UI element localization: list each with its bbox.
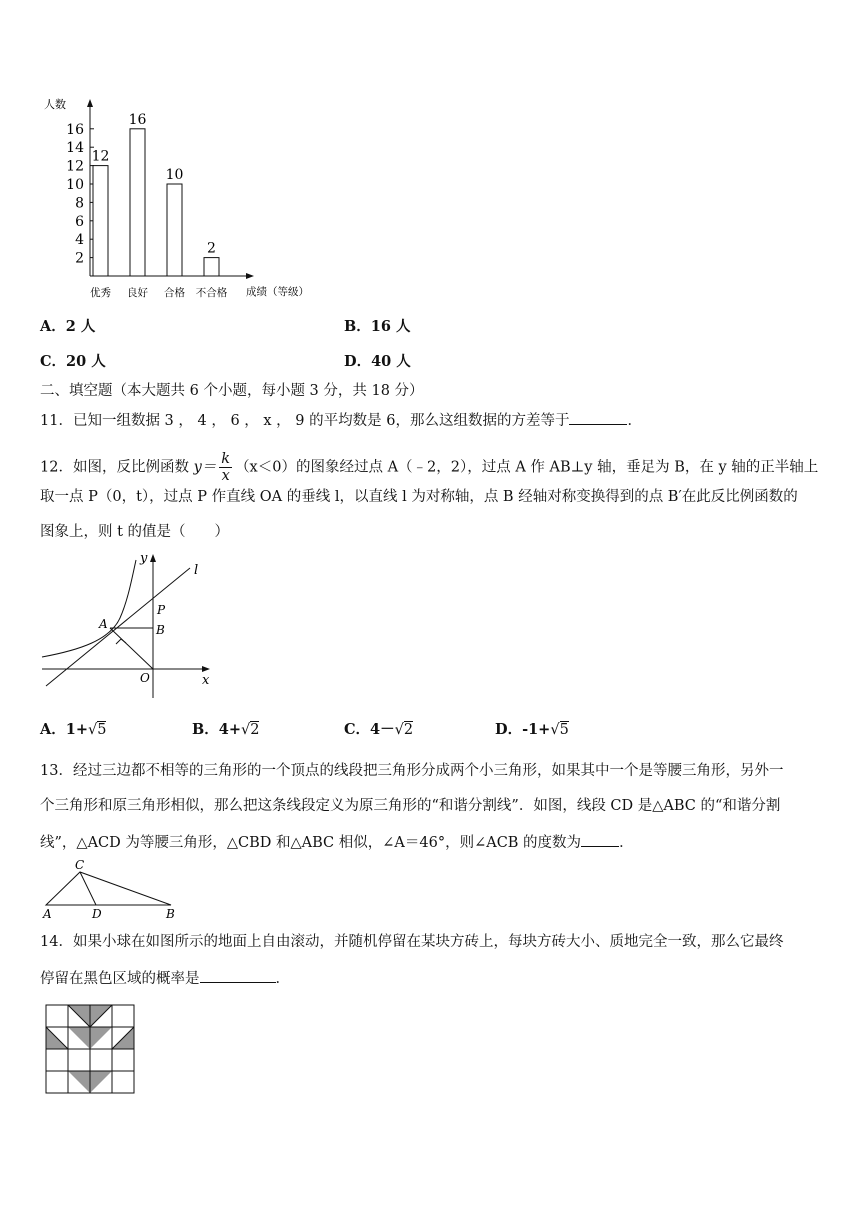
q12-option-b-radicand: 2 — [250, 722, 260, 738]
q12-option-a-prefix: A．1+ — [40, 721, 88, 738]
q12-option-d — [495, 723, 569, 738]
bar-value-label: 10 — [165, 167, 184, 183]
q10-option-b: B．16 人 — [344, 318, 411, 335]
bar-chart — [40, 95, 380, 305]
y-tick-label: 6 — [75, 213, 84, 230]
category-label: 合格 — [164, 287, 185, 299]
q13-label-c: C — [75, 858, 85, 872]
q13-line3-wrap — [40, 834, 634, 851]
q12-frac-den: x — [221, 468, 230, 484]
x-axis-title: 成绩（等级） — [246, 286, 309, 298]
sqrt-icon: √ — [550, 722, 560, 738]
q12-option-c-radicand: 2 — [403, 722, 414, 738]
q12-label-a: A — [99, 617, 108, 631]
q14-answer-blank — [200, 970, 276, 983]
q11-answer-blank — [569, 412, 627, 425]
q13-triangle-abc — [46, 872, 171, 905]
y-tick-label: 10 — [66, 177, 84, 193]
q10-option-d: D．40 人 — [344, 353, 411, 370]
y-tick-label: 4 — [75, 232, 84, 249]
q12-label-o: O — [140, 671, 150, 685]
bar — [130, 129, 145, 276]
q12-label-b: B — [156, 623, 165, 637]
q13-line3: 线”，△ACD 为等腰三角形，△CBD 和△ABC 相似，∠A＝46°，则∠ACB 的度数为 — [40, 835, 582, 851]
q14-line2-wrap — [40, 970, 290, 987]
y-tick-label: 16 — [66, 121, 84, 138]
q12-fraction — [219, 451, 232, 484]
q11-text — [40, 412, 642, 429]
sqrt-icon: √ — [394, 722, 404, 738]
q12-part2: （x＜0）的图象经过点 A（﹣2，2），过点 A 作 AB⊥y 轴，垂足为 B，在 y 轴的正半轴上 — [235, 459, 819, 476]
bar-value-label: 2 — [207, 240, 216, 257]
shaded-triangle — [68, 1071, 90, 1093]
q11-end: ． — [627, 413, 642, 429]
q12-option-b — [192, 723, 259, 738]
q12-line2: 取一点 P（0，t），过点 P 作直线 OA 的垂线 l，以直线 l 为对称轴，点 B 经轴对称变换得到的点 B′在此反比例函数的 — [40, 489, 798, 505]
bar — [93, 166, 108, 276]
q14-grid-lines — [46, 1005, 134, 1093]
q12-x-arrow — [202, 666, 210, 672]
q12-option-a-radicand: 5 — [97, 722, 107, 738]
chart-marks — [90, 112, 228, 299]
bar-value-label: 16 — [128, 111, 147, 128]
q13-end: ． — [619, 835, 634, 851]
q13-label-d: D — [92, 907, 102, 921]
q12-option-a — [40, 723, 106, 738]
section2-header: 二、填空题（本大题共 6 个小题，每小题 3 分，共 18 分） — [40, 383, 424, 399]
q14-end: ． — [275, 971, 290, 987]
q14-line2: 停留在黑色区域的概率是 — [40, 971, 200, 987]
q12-label-y: y — [140, 551, 148, 566]
q12-func-y: y＝ — [193, 459, 217, 476]
y-axis-title: 人数 — [44, 98, 66, 111]
shaded-triangle — [68, 1027, 90, 1049]
q11-question: 11．已知一组数据 3 ， 4 ， 6 ， x ， 9 的平均数是 6，那么这组数据的方差等于 — [40, 413, 570, 429]
bar — [204, 258, 219, 276]
q12-hyperbola — [42, 560, 136, 657]
q12-option-c-prefix: C．4－ — [344, 721, 395, 738]
y-tick-label: 12 — [66, 158, 84, 175]
y-tick-label: 8 — [75, 195, 84, 212]
q13-figure — [40, 858, 190, 920]
q13-label-a: A — [43, 907, 52, 921]
category-label: 良好 — [127, 287, 148, 299]
q12-line1 — [40, 451, 818, 484]
q12-line3: 图象上，则 t 的值是（ ） — [40, 524, 230, 540]
q14-line1: 14．如果小球在如图所示的地面上自由滚动，并随机停留在某块方砖上，每块方砖大小、质地完全一致，那么它最终 — [40, 934, 784, 950]
category-label: 优秀 — [90, 287, 111, 299]
y-tick-label: 2 — [75, 250, 84, 267]
q12-frac-num: k — [221, 451, 231, 467]
shaded-triangle — [90, 1027, 112, 1049]
sqrt-icon: √ — [241, 722, 251, 738]
q10-option-c: C．20 人 — [40, 353, 106, 370]
q12-option-d-radicand: 5 — [559, 722, 569, 738]
q12-part1: 12．如图，反比例函数 — [40, 459, 194, 476]
q13-line2: 个三角形和原三角形相似，那么把这条线段定义为原三角形的“和谐分割线”．如图，线段 CD 是△ABC 的“和谐分割 — [40, 798, 781, 814]
q12-figure — [40, 548, 220, 698]
q12-line-oa — [110, 628, 153, 669]
q12-line-l — [46, 568, 190, 686]
bar — [167, 184, 182, 276]
y-axis-arrow — [87, 99, 93, 107]
q12-option-d-prefix: D．-1+ — [495, 721, 551, 738]
sqrt-icon: √ — [88, 722, 98, 738]
q12-label-l: l — [194, 563, 199, 578]
q12-option-b-prefix: B．4+ — [192, 721, 241, 738]
y-tick-label: 14 — [66, 140, 84, 157]
q12-y-arrow — [150, 554, 156, 562]
q12-right-angle — [116, 639, 126, 644]
q10-option-a: A．2 人 — [40, 318, 96, 335]
q13-answer-blank — [581, 834, 619, 847]
bar-value-label: 12 — [91, 148, 110, 165]
q14-tile-grid — [46, 1005, 136, 1095]
shaded-triangle — [90, 1071, 112, 1093]
q13-label-b: B — [166, 907, 175, 921]
q12-label-p: P — [157, 603, 166, 617]
q13-line1: 13．经过三边都不相等的三角形的一个顶点的线段把三角形分成两个小三角形，如果其中一个是等腰三角形，另外一 — [40, 763, 784, 779]
category-label: 不合格 — [195, 287, 228, 299]
q12-label-x: x — [202, 673, 210, 688]
q12-option-c — [344, 723, 413, 738]
x-axis-arrow — [246, 273, 254, 279]
